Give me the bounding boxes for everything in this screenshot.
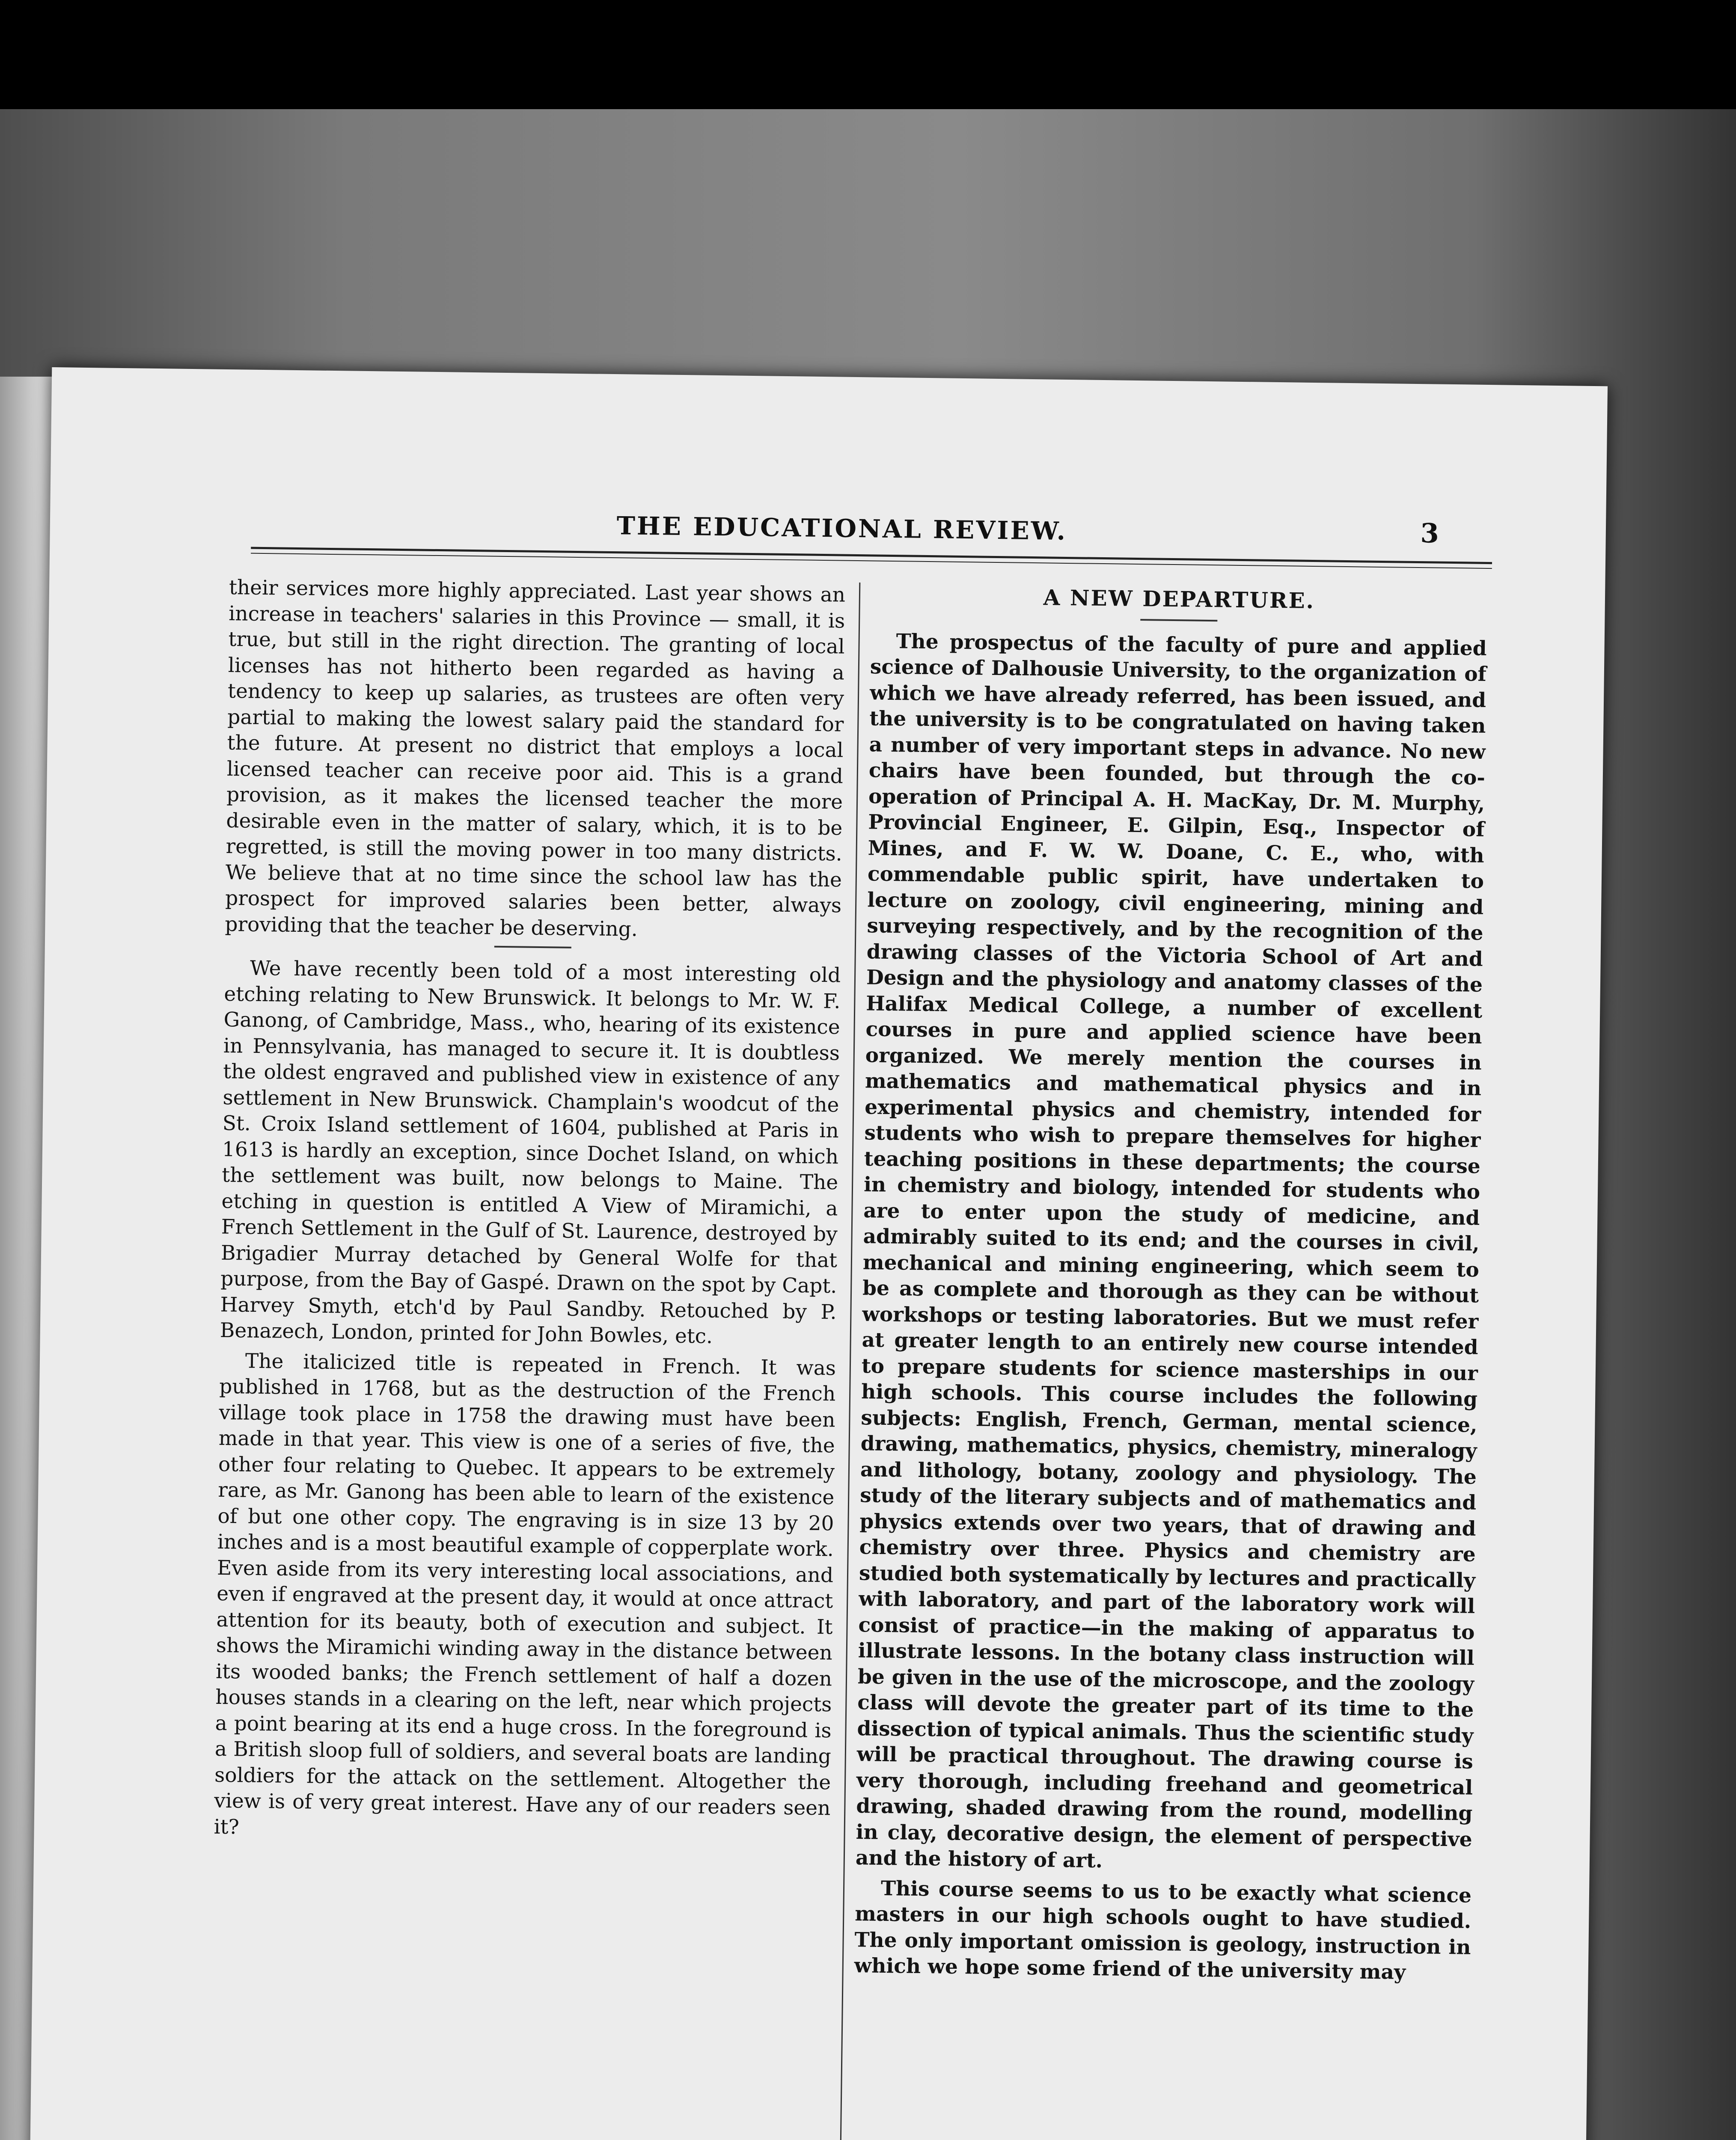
left-paragraph-1: their services more highly appreciated. Last year shows an increase in teachers' salaries in this Province — small, it is true, but still in the right direction. The granting of local licenses has not hitherto been regarded as having a tendency to keep up salaries, as trustees are often very partial to making the lowest salary paid the standard for the future. At present no district that employs a local licensed teacher can receive poor aid. This is a grand provision, as it makes the licensed teacher the more desirable even in the matter of salary, which, it is to be regretted, is still the moving power in too many districts. We believe that at no time since the school law has the prospect for improved salaries been better, always providing that the teacher be deserving. <box>225 576 846 941</box>
right-paragraph-2: This course seems to us to be exactly what science masters in our high schools ought to have studied. The only important omission is geology, instruction in which we hope some friend of the university may <box>854 1876 1472 1984</box>
journal-page <box>27 367 1608 2140</box>
left-paragraph-2: We have recently been told of a most interesting old etching relating to New Brunswick. It belongs to Mr. W. F. Ganong, of Cambridge, Mass., who, hearing of its existence in Pennsylvania, has managed to secure it. It is doubtless the oldest engraved and published view in existence of any settlement in New Brunswick. Champlain's woodcut of the St. Croix Island settlement of 1604, published at Paris in 1613 is hardly an exception, since Dochet Island, on which the settlement was built, now belongs to Maine. The etching in question is entitled A View of Miramichi, a French Settlement in the Gulf of St. Laurence, destroyed by Brigadier Murray detached by General Wolfe for that purpose, from the Bay of Gaspé. Drawn on the spot by Capt. Harvey Smyth, etch'd by Paul Sandby. Retouched by P. Benazech, London, printed for John Bowles, etc. <box>220 956 841 1348</box>
running-header <box>50 504 1606 557</box>
journal-title: THE EDUCATIONAL REVIEW. <box>616 511 1067 546</box>
heading-rule <box>1140 619 1217 621</box>
left-paragraph-3: The italicized title is repeated in French. It was published in 1768, but as the destruction of the French village took place in 1758 the drawing must have been made in that year. This view is one of a series of five, the other four relating to Quebec. It appears to be extremely rare, as Mr. Ganong has been able to learn of the existence of but one other copy. The engraving is in size 13 by 20 inches and is a most beautiful example of copperplate work. Even aside from its very interesting local associations, and even if engraved at the present day, it would at once attract attention for its beauty, both of execution and subject. It shows the Miramichi winding away in the distance between its wooded banks; the French settlement of half a dozen houses stands in a clearing on the left, near which projects a point bearing at its end a huge cross. In the foreground is a British sloop full of soldiers, and several boats are landing soldiers for the attack on the settlement. Altogether the view is of very great interest. Have any of our readers seen it? <box>214 1349 836 1839</box>
page-number: 3 <box>1420 517 1439 549</box>
film-border-top <box>0 0 1736 111</box>
right-column <box>854 583 1487 1991</box>
paragraph-separator <box>494 946 571 948</box>
right-paragraph-1: The prospectus of the faculty of pure and applied science of Dalhousie University, to the organization of which we have already referred, has been issued, and the university is to be congratulated on having taken a number of very important steps in advance. No new chairs have been founded, but through the co-operation of Principal A. H. MacKay, Dr. M. Murphy, Provincial Engineer, E. Gilpin, Esq., Inspector of Mines, and F. W. W. Doane, C. E., who, with commendable public spirit, have undertaken to lecture on zoology, civil engineering, mining and surveying respectively, and by the recognition of the drawing classes of the Victoria School of Art and Design and the physiology and anatomy classes of the Halifax Medical College, a number of excellent courses in pure and applied science have been organized. We merely mention the courses in mathematics and mathematical physics and in experimental physics and chemistry, intended for students who wish to prepare themselves for higher teaching positions in these departments; the course in chemistry and biology, intended for students who are to enter upon the study of medicine, and admirably suited to its end; and the courses in civil, mechanical and mining engineering, which seem to be as complete and thorough as they can be without workshops or testing laboratories. But we must refer at greater length to an entirely new course intended to prepare students for science masterships in our high schools. This course includes the following subjects: English, French, German, mental science, drawing, mathematics, physics, chemistry, mineralogy and lithology, botany, zoology and physiology. The study of the literary subjects and of mathematics and physics extends over two years, that of drawing and chemistry over three. Physics and chemistry are studied both systematically by lectures and practically with laboratory, and part of the laboratory work will consist of practice—in the making of apparatus to illustrate lessons. In the botany class instruction will be given in the use of the microscope, and the zoology class will devote the greater part of its time to the dissection of typical animals. Thus the scientific study will be practical throughout. The drawing course is very thorough, including freehand and geometrical drawing, shaded drawing from the round, modelling in clay, decorative design, the element of perspective and the history of art. <box>855 629 1487 1873</box>
left-column <box>214 575 845 1852</box>
section-heading: A NEW DEPARTURE. <box>1043 585 1315 614</box>
